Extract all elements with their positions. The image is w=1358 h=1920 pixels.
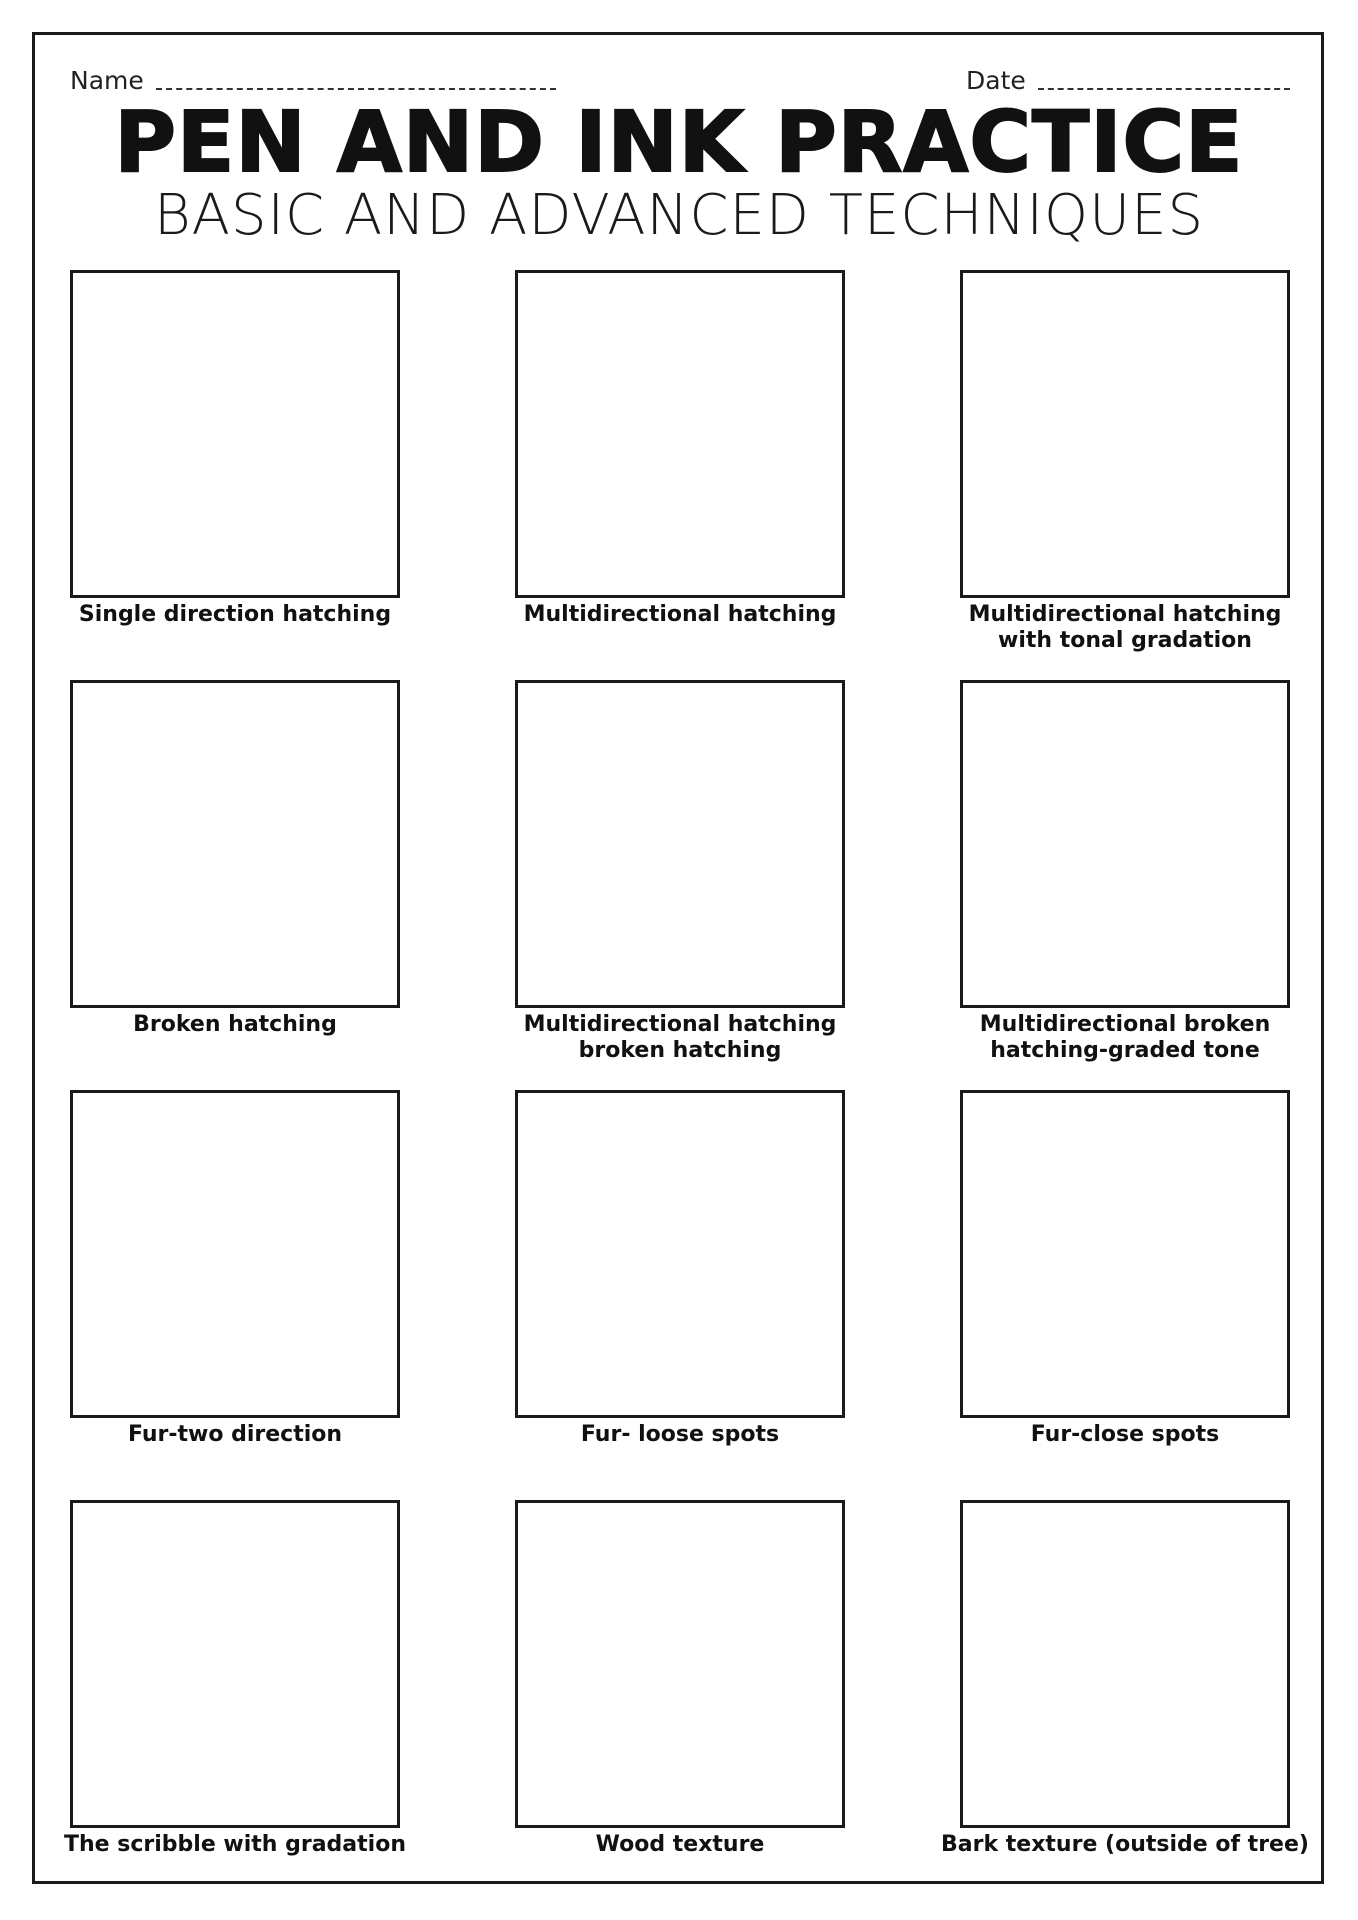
practice-box-label: Single direction hatching — [78, 602, 392, 627]
practice-box-label: Bark texture (outside of tree) — [941, 1832, 1309, 1857]
practice-cell — [515, 1500, 845, 1858]
practice-box-label: Wood texture — [595, 1832, 765, 1857]
practice-box-label: The scribble with gradation — [64, 1832, 406, 1857]
practice-box[interactable] — [515, 1090, 845, 1418]
practice-box-label: Broken hatching — [133, 1012, 337, 1037]
practice-box[interactable] — [70, 1500, 400, 1828]
practice-box[interactable] — [960, 1090, 1290, 1418]
practice-box[interactable] — [70, 1090, 400, 1418]
name-blank-line[interactable] — [156, 88, 556, 90]
practice-cell — [960, 680, 1290, 1064]
practice-box[interactable] — [960, 1500, 1290, 1828]
name-field[interactable] — [70, 66, 556, 95]
practice-box[interactable] — [960, 270, 1290, 598]
practice-box[interactable] — [515, 680, 845, 1008]
practice-box-label: Fur-two direction — [127, 1422, 343, 1447]
practice-box-label: Fur- loose spots — [580, 1422, 780, 1447]
practice-box-label: Fur-close spots — [1030, 1422, 1220, 1447]
practice-box[interactable] — [960, 680, 1290, 1008]
name-label: Name — [70, 66, 144, 95]
date-field[interactable] — [966, 66, 1290, 95]
practice-cell — [70, 1090, 400, 1448]
practice-box[interactable] — [515, 270, 845, 598]
practice-cell — [941, 1500, 1309, 1858]
practice-cell — [515, 1090, 845, 1448]
practice-box-label: Multidirectional broken hatching-graded tone — [979, 1012, 1271, 1063]
practice-box-label: Multidirectional hatching broken hatching — [523, 1012, 837, 1063]
page-subtitle: BASIC AND ADVANCED TECHNIQUES — [153, 183, 1205, 248]
practice-cell — [515, 270, 845, 628]
practice-box-label: Multidirectional hatching with tonal gradation — [968, 602, 1282, 653]
practice-cell — [960, 1090, 1290, 1448]
page-title: PEN AND INK PRACTICE — [114, 93, 1244, 191]
practice-cell — [70, 680, 400, 1038]
date-label: Date — [966, 66, 1026, 95]
practice-box-label: Multidirectional hatching — [523, 602, 837, 627]
date-blank-line[interactable] — [1038, 88, 1290, 90]
practice-cell — [70, 270, 400, 628]
practice-box[interactable] — [515, 1500, 845, 1828]
practice-box[interactable] — [70, 270, 400, 598]
practice-cell — [960, 270, 1290, 654]
practice-cell — [64, 1500, 406, 1858]
practice-box[interactable] — [70, 680, 400, 1008]
practice-cell — [515, 680, 845, 1064]
